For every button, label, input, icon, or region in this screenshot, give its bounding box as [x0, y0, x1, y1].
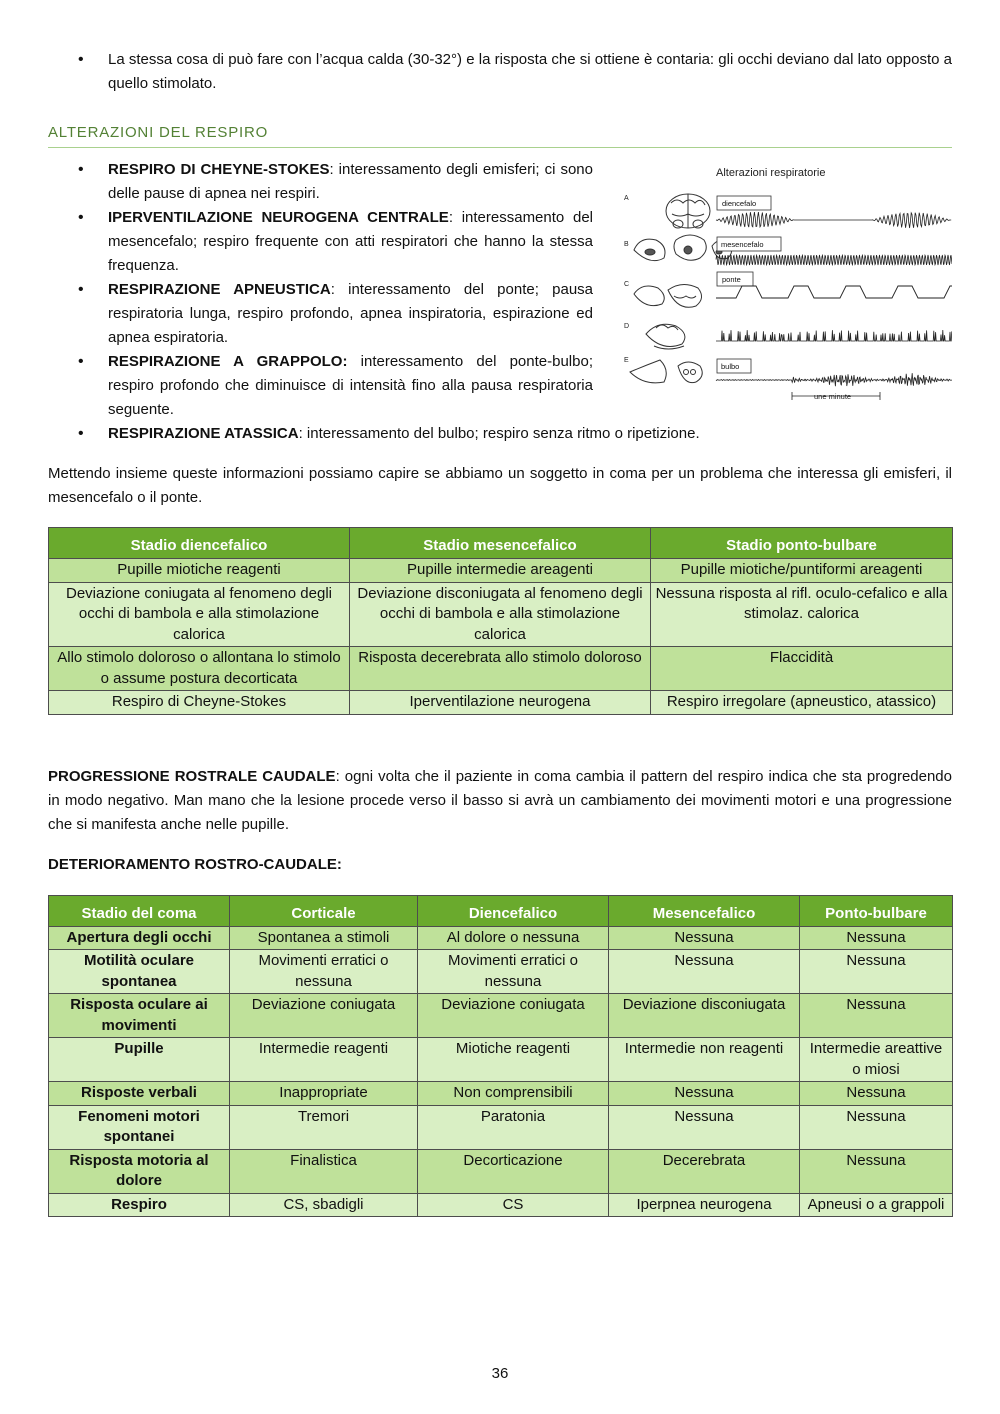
table-cell: Nessuna: [800, 994, 953, 1038]
table-cell: Nessuna: [800, 950, 953, 994]
table-cell: Allo stimolo doloroso o allontana lo stimolo o assume postura decorticata: [49, 647, 350, 691]
table-header-cell: Mesencefalico: [609, 896, 800, 927]
row-header-cell: Risposta motoria al dolore: [49, 1149, 230, 1193]
row-header-cell: Risposte verbali: [49, 1082, 230, 1106]
table-cell: Nessuna risposta al rifl. oculo-cefalico e alla stimolaz. calorica: [651, 582, 953, 647]
table-cell: Nessuna: [609, 926, 800, 950]
row-header-cell: Pupille: [49, 1038, 230, 1082]
table-cell: Iperpnea neurogena: [609, 1193, 800, 1217]
table-cell: Respiro di Cheyne-Stokes: [49, 691, 350, 715]
figure-label: diencefalo: [722, 199, 757, 208]
table-cell: Respiro irregolare (apneustico, atassico): [651, 691, 953, 715]
table-cell: Tremori: [230, 1105, 418, 1149]
table-cell: Decorticazione: [418, 1149, 609, 1193]
respiration-desc: : interessamento del bulbo; respiro senza ritmo o ripetizione.: [298, 425, 700, 442]
table-cell: Non comprensibili: [418, 1082, 609, 1106]
figure-row-letter: A: [624, 195, 629, 202]
intro-list: [48, 48, 952, 96]
figure-label: mesencefalo: [721, 240, 764, 249]
table-cell: Deviazione coniugata al fenomeno degli occhi di bambola e alla stimolazione calorica: [49, 582, 350, 647]
table-header-cell: Diencefalico: [418, 896, 609, 927]
table-cell: Deviazione coniugata: [230, 994, 418, 1038]
table-cell: Nessuna: [609, 1082, 800, 1106]
figure-label: ponte: [722, 275, 741, 284]
table-row: [49, 582, 953, 647]
progression-paragraph: [48, 765, 952, 837]
table-cell: Flaccidità: [651, 647, 953, 691]
progression-term: PROGRESSIONE ROSTRALE CAUDALE: [48, 768, 336, 785]
row-header-cell: Apertura degli occhi: [49, 926, 230, 950]
table-cell: Nessuna: [609, 950, 800, 994]
table-cell: Miotiche reagenti: [418, 1038, 609, 1082]
respiration-item: [48, 422, 952, 446]
figure-row-letter: E: [624, 357, 629, 364]
table-cell: Paratonia: [418, 1105, 609, 1149]
stage-table: [48, 527, 953, 715]
intro-bullet: • La stessa cosa di può fare con l’acqua calda (30-32°) e la risposta che si ottiene è contaria: gli occhi deviano dal lato opposto a quello stimolato.: [48, 48, 952, 96]
table-cell: Risposta decerebrata allo stimolo doloroso: [350, 647, 651, 691]
figure-row-letter: C: [624, 281, 630, 288]
respiration-desc: : interessamento del ponte; pausa respiratoria lunga, respiro profondo, apnea inspiratoria, espirazione ed apnea espiratoria.: [108, 281, 594, 346]
table-cell: Deviazione disconiugata: [609, 994, 800, 1038]
respiration-list: [48, 158, 593, 422]
table-cell: Apneusi o a grappoli: [800, 1193, 953, 1217]
deterioration-title: DETERIORAMENTO ROSTRO-CAUDALE:: [48, 856, 342, 873]
table-row: [49, 1193, 953, 1217]
figure-row-letter: B: [624, 241, 629, 248]
table-cell: Iperventilazione neurogena: [350, 691, 651, 715]
respiration-desc: interessamento del ponte-bulbo; respiro profondo che diminuisce di intensità fino alla pausa respiratoria seguente.: [108, 353, 593, 418]
respiration-term: RESPIRO DI CHEYNE-STOKES: [108, 161, 330, 178]
table-cell: CS, sbadigli: [230, 1193, 418, 1217]
table-cell: Decerebrata: [609, 1149, 800, 1193]
respiration-desc: : interessamento del mesencefalo; respiro frequente con atti respiratori che hanno la stessa frequenza.: [108, 209, 593, 274]
table-cell: Finalistica: [230, 1149, 418, 1193]
table-cell: Movimenti erratici o nessuna: [418, 950, 609, 994]
table-cell: Intermedie areattive o miosi: [800, 1038, 953, 1082]
table-row: [49, 1038, 953, 1082]
table-cell: Intermedie non reagenti: [609, 1038, 800, 1082]
time-scale-label: une minute: [814, 392, 852, 401]
table-header-cell: Stadio ponto-bulbare: [651, 528, 953, 559]
respiration-item: [48, 206, 593, 278]
table-row: [49, 1149, 953, 1193]
respiration-term: RESPIRAZIONE A GRAPPOLO:: [108, 353, 348, 370]
table-cell: Nessuna: [800, 1149, 953, 1193]
table-row: [49, 994, 953, 1038]
respiration-term: IPERVENTILAZIONE NEUROGENA CENTRALE: [108, 209, 449, 226]
figure-title: Alterazioni respiratorie: [716, 167, 826, 179]
table-cell: Nessuna: [800, 926, 953, 950]
table-cell: Intermedie reagenti: [230, 1038, 418, 1082]
table-header-cell: Stadio del coma: [49, 896, 230, 927]
row-header-cell: Motilità oculare spontanea: [49, 950, 230, 994]
progression-text: : ogni volta che il paziente in coma cambia il pattern del respiro indica che sta progredendo in modo negativo. Man mano che la lesione procede verso il basso si avrà un cambiamento dei movimenti motori e una progressione che si manifesta anche nelle pupille.: [48, 768, 952, 833]
respiration-item: [48, 350, 593, 422]
table-row: [49, 691, 953, 715]
respiration-item: [48, 158, 593, 206]
table-row: [49, 559, 953, 583]
table-header-cell: Ponto-bulbare: [800, 896, 953, 927]
table-cell: Spontanea a stimoli: [230, 926, 418, 950]
coma-table: [48, 895, 953, 1217]
page-number: 36: [491, 1365, 509, 1382]
table-row: [49, 1105, 953, 1149]
section-heading: ALTERAZIONI DEL RESPIRO: [48, 121, 952, 148]
table-cell: Nessuna: [800, 1105, 953, 1149]
table-cell: Deviazione coniugata: [418, 994, 609, 1038]
respiration-term: RESPIRAZIONE ATASSICA: [108, 425, 299, 442]
table-cell: Al dolore o nessuna: [418, 926, 609, 950]
table-row: [49, 926, 953, 950]
respiration-item: [48, 278, 593, 350]
table-cell: Nessuna: [800, 1082, 953, 1106]
table-cell: Pupille miotiche/puntiformi areagenti: [651, 559, 953, 583]
table-row: [49, 950, 953, 994]
table-header-row: [49, 528, 953, 559]
figure-label: bulbo: [721, 362, 740, 371]
table-header-cell: Stadio diencefalico: [49, 528, 350, 559]
respiratory-patterns-figure: [616, 158, 952, 403]
table-header-row: [49, 896, 953, 927]
table-header-cell: Stadio mesencefalico: [350, 528, 651, 559]
table-cell: Nessuna: [609, 1105, 800, 1149]
respiration-list-continued: [48, 422, 952, 446]
table-cell: CS: [418, 1193, 609, 1217]
respiration-term: RESPIRAZIONE APNEUSTICA: [108, 281, 331, 298]
table-row: [49, 1082, 953, 1106]
row-header-cell: Risposta oculare ai movimenti: [49, 994, 230, 1038]
respiration-desc: : interessamento degli emisferi; ci sono delle pause di apnea nei respiri.: [108, 161, 593, 202]
table-row: [49, 647, 953, 691]
table-cell: Movimenti erratici o nessuna: [230, 950, 418, 994]
table-header-cell: Corticale: [230, 896, 418, 927]
summary-paragraph: Mettendo insieme queste informazioni possiamo capire se abbiamo un soggetto in coma per un problema che interessa gli emisferi, il mesencefalo o il ponte.: [48, 465, 952, 506]
figure-row-letter: D: [624, 323, 630, 330]
row-header-cell: Fenomeni motori spontanei: [49, 1105, 230, 1149]
table-cell: Pupille miotiche reagenti: [49, 559, 350, 583]
row-header-cell: Respiro: [49, 1193, 230, 1217]
table-cell: Pupille intermedie areagenti: [350, 559, 651, 583]
table-cell: Inappropriate: [230, 1082, 418, 1106]
table-cell: Deviazione disconiugata al fenomeno degli occhi di bambola e alla stimolazione calorica: [350, 582, 651, 647]
